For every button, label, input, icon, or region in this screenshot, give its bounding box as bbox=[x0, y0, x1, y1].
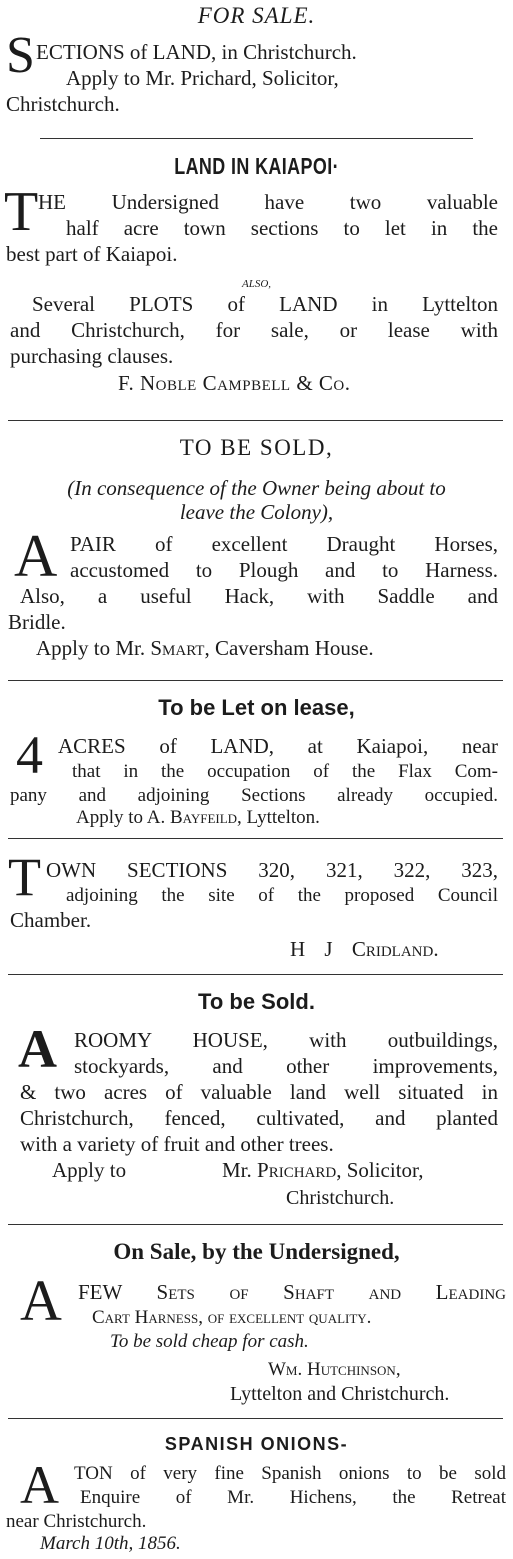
apply-suffix: , Caversham House. bbox=[204, 636, 374, 660]
ad-cart-harness bbox=[0, 1226, 513, 1411]
ad-subheading: (In consequence of the Owner being about to bbox=[67, 476, 446, 500]
ad-text-line: pany and adjoining Sections already occupied. bbox=[10, 785, 498, 806]
divider bbox=[8, 680, 503, 681]
signature-initials: H J bbox=[290, 937, 352, 961]
ad-text-line: TON of very fine Spanish onions to be sold bbox=[74, 1463, 506, 1484]
ad-for-sale bbox=[0, 0, 513, 135]
ad-text-line: Cart Harness, of excellent quality. bbox=[92, 1307, 372, 1328]
ad-text-line: Christchurch, fenced, cultivated, and planted bbox=[20, 1106, 498, 1130]
ad-text-line: that in the occupation of the Flax Com- bbox=[72, 761, 498, 782]
ad-text-line: Christchurch. bbox=[6, 92, 120, 116]
ad-text-line: PAIR of excellent Draught Horses, bbox=[70, 532, 498, 556]
apply-suffix: , Solicitor, bbox=[336, 1158, 424, 1182]
ad-text-line: Bridle. bbox=[8, 610, 66, 634]
ad-text-line: near Christchurch. bbox=[6, 1511, 147, 1532]
contact-name: Bayfeild bbox=[169, 807, 238, 828]
drop-cap: A bbox=[20, 1268, 62, 1333]
apply-label: Apply to bbox=[52, 1158, 127, 1182]
ad-text-line: stockyards, and other improvements, bbox=[74, 1054, 498, 1078]
ad-heading: LAND IN KAIAPOI· bbox=[174, 153, 339, 179]
apply-city: Christchurch. bbox=[286, 1187, 395, 1209]
ad-spanish-onions bbox=[0, 1420, 513, 1559]
ad-text-line: with a variety of fruit and other trees. bbox=[20, 1132, 334, 1156]
ad-text-line: Chamber. bbox=[10, 908, 92, 932]
apply-line bbox=[76, 806, 320, 830]
ad-text-line: OWN SECTIONS 320, 321, 322, 323, bbox=[46, 858, 498, 882]
ad-heading: FOR SALE. bbox=[197, 3, 316, 28]
apply-line bbox=[36, 636, 374, 660]
ad-text-line: best part of Kaiapoi. bbox=[6, 242, 178, 266]
ad-roomy-house bbox=[0, 976, 513, 1221]
signature-name: Cridland. bbox=[351, 937, 439, 961]
drop-cap: 4 bbox=[16, 725, 43, 785]
signature: F. Noble Campbell & Co. bbox=[118, 371, 351, 395]
ad-text-line: & two acres of valuable land well situated in bbox=[20, 1080, 498, 1104]
apply-suffix: , Lyttelton. bbox=[237, 807, 320, 828]
divider bbox=[8, 1224, 503, 1225]
apply-prefix: Mr. bbox=[222, 1158, 258, 1182]
apply-contact bbox=[222, 1158, 423, 1182]
ad-text-line: ECTIONS of LAND, in Christchurch. bbox=[36, 40, 357, 64]
apply-prefix: Apply to Mr. bbox=[36, 636, 151, 660]
ad-to-be-sold-horses bbox=[0, 422, 513, 677]
ad-heading: SPANISH ONIONS- bbox=[164, 1434, 349, 1454]
drop-cap: A bbox=[18, 1019, 57, 1079]
ad-heading: To be Let on lease, bbox=[158, 695, 355, 720]
ad-text-line: ACRES of LAND, at Kaiapoi, near bbox=[58, 734, 498, 758]
ad-text-line: half acre town sections to let in the bbox=[66, 216, 498, 240]
apply-prefix: Apply to A. bbox=[76, 807, 170, 828]
divider bbox=[8, 838, 503, 839]
ad-text-line: Apply to Mr. Prichard, Solicitor, bbox=[66, 66, 339, 90]
drop-cap: T bbox=[4, 181, 39, 243]
ad-text-line: adjoining the site of the proposed Council bbox=[66, 885, 498, 906]
ad-text-line: Enquire of Mr. Hichens, the Retreat bbox=[80, 1487, 506, 1508]
contact-name: Smart bbox=[150, 636, 205, 660]
ad-text-line: To be sold cheap for cash. bbox=[110, 1331, 309, 1352]
ad-text-line: Several PLOTS of LAND in Lyttelton bbox=[32, 292, 498, 316]
ad-to-be-let bbox=[0, 682, 513, 832]
signature-place: Lyttelton and Christchurch. bbox=[230, 1383, 450, 1405]
ad-land-in-kaiapoi bbox=[0, 140, 513, 410]
ad-text-line: ROOMY HOUSE, with outbuildings, bbox=[74, 1028, 498, 1052]
divider bbox=[8, 420, 503, 421]
ad-text-line: HE Undersigned have two valuable bbox=[38, 190, 498, 214]
ad-text-line: accustomed to Plough and to Harness. bbox=[70, 558, 498, 582]
ad-text-line: FEW Sets of Shaft and Leading bbox=[78, 1280, 506, 1304]
ad-text-line: and Christchurch, for sale, or lease with bbox=[10, 318, 498, 342]
divider bbox=[8, 1418, 503, 1419]
contact-name: Prichard bbox=[257, 1158, 337, 1182]
drop-cap: T bbox=[8, 847, 41, 907]
ad-date: March 10th, 1856. bbox=[40, 1533, 181, 1554]
signature bbox=[290, 937, 439, 961]
ad-text-line: Also, a useful Hack, with Saddle and bbox=[20, 584, 498, 608]
divider bbox=[40, 138, 473, 139]
ad-text-line: purchasing clauses. bbox=[10, 344, 174, 368]
ad-heading: On Sale, by the Undersigned, bbox=[113, 1239, 400, 1264]
signature: Wm. Hutchinson, bbox=[268, 1359, 401, 1380]
drop-cap: A bbox=[14, 523, 58, 589]
ad-subheading: leave the Colony), bbox=[179, 500, 334, 524]
also-label: ALSO, bbox=[241, 278, 272, 290]
ad-heading: To be Sold. bbox=[198, 989, 315, 1014]
drop-cap: A bbox=[20, 1455, 59, 1515]
divider bbox=[8, 974, 503, 975]
ad-town-sections bbox=[0, 840, 513, 970]
ad-heading: TO BE SOLD, bbox=[179, 435, 334, 460]
drop-cap: S bbox=[6, 27, 35, 84]
